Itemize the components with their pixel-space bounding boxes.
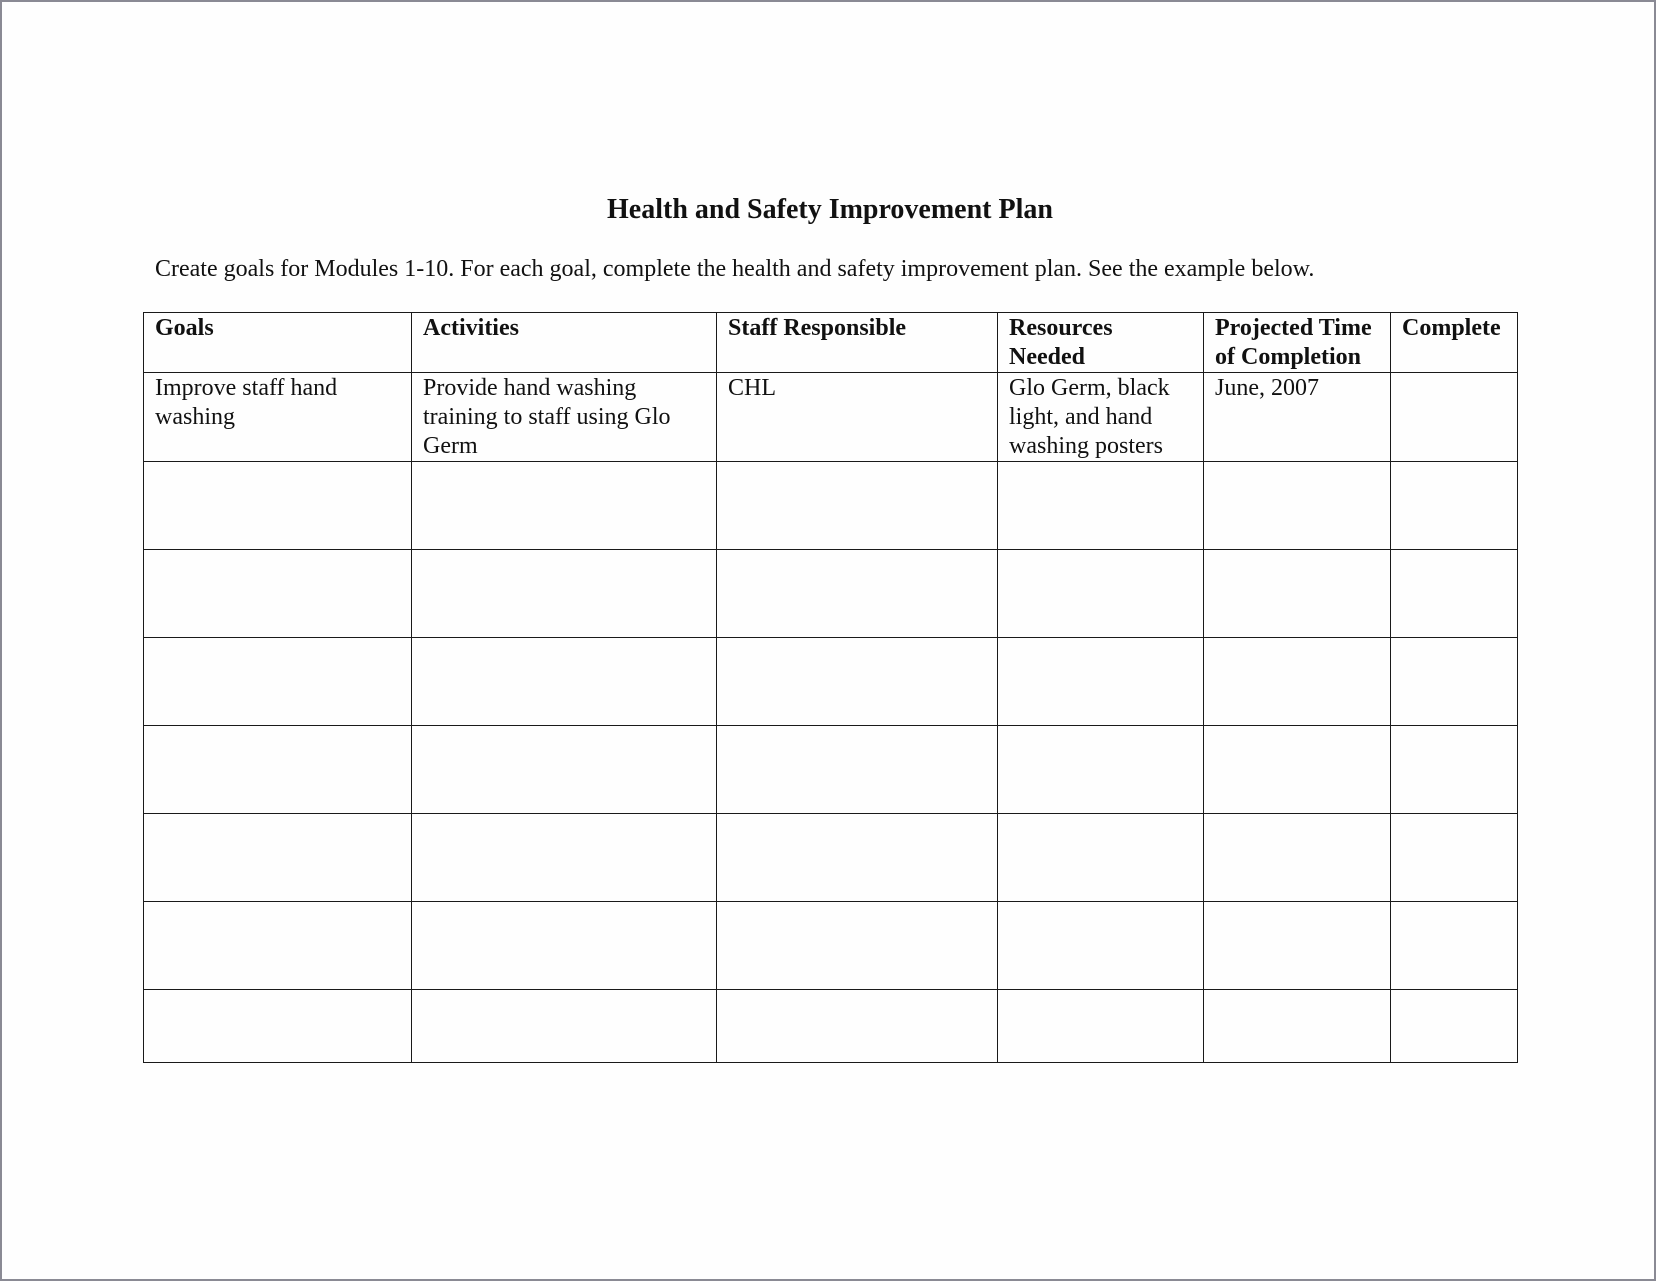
cell-complete	[1391, 902, 1518, 990]
table-row	[144, 902, 1518, 990]
cell-projected-time	[1204, 902, 1391, 990]
cell-activities	[412, 638, 717, 726]
cell-goal	[144, 726, 412, 814]
instructions-text: Create goals for Modules 1-10. For each goal, complete the health and safety improvement plan. See the example below.	[155, 256, 1315, 282]
column-header-complete: Complete	[1391, 313, 1518, 373]
column-header-activities: Activities	[412, 313, 717, 373]
cell-complete	[1391, 462, 1518, 550]
cell-activities	[412, 814, 717, 902]
cell-staff-responsible	[717, 902, 998, 990]
cell-projected-time	[1204, 814, 1391, 902]
cell-activities	[412, 550, 717, 638]
column-header-projected-time: Projected Time of Completion	[1204, 313, 1391, 373]
cell-complete	[1391, 550, 1518, 638]
cell-goal	[144, 638, 412, 726]
cell-goal	[144, 550, 412, 638]
improvement-plan-table	[143, 312, 1518, 1063]
cell-goal	[144, 990, 412, 1063]
cell-complete	[1391, 726, 1518, 814]
cell-staff-responsible	[717, 814, 998, 902]
table-row	[144, 990, 1518, 1063]
cell-resources-needed: Glo Germ, black light, and hand washing posters	[998, 373, 1204, 462]
table-row	[144, 814, 1518, 902]
table-row	[144, 550, 1518, 638]
table-row	[144, 462, 1518, 550]
cell-staff-responsible	[717, 726, 998, 814]
table-row	[144, 373, 1518, 462]
cell-resources-needed	[998, 726, 1204, 814]
cell-resources-needed	[998, 462, 1204, 550]
cell-activities: Provide hand washing training to staff using Glo Germ	[412, 373, 717, 462]
column-header-goals: Goals	[144, 313, 412, 373]
cell-staff-responsible	[717, 462, 998, 550]
cell-activities	[412, 726, 717, 814]
cell-projected-time	[1204, 550, 1391, 638]
cell-projected-time	[1204, 638, 1391, 726]
cell-projected-time	[1204, 462, 1391, 550]
cell-complete	[1391, 373, 1518, 462]
cell-goal	[144, 814, 412, 902]
cell-complete	[1391, 638, 1518, 726]
cell-resources-needed	[998, 990, 1204, 1063]
cell-staff-responsible	[717, 550, 998, 638]
cell-staff-responsible	[717, 990, 998, 1063]
cell-resources-needed	[998, 638, 1204, 726]
table-row	[144, 726, 1518, 814]
cell-projected-time	[1204, 990, 1391, 1063]
cell-goal: Improve staff hand washing	[144, 373, 412, 462]
table-header-row	[144, 313, 1518, 373]
cell-complete	[1391, 990, 1518, 1063]
cell-staff-responsible: CHL	[717, 373, 998, 462]
cell-goal	[144, 902, 412, 990]
cell-complete	[1391, 814, 1518, 902]
cell-projected-time: June, 2007	[1204, 373, 1391, 462]
cell-staff-responsible	[717, 638, 998, 726]
column-header-resources-needed: Resources Needed	[998, 313, 1204, 373]
cell-resources-needed	[998, 814, 1204, 902]
table-row	[144, 638, 1518, 726]
cell-goal	[144, 462, 412, 550]
page-title: Health and Safety Improvement Plan	[607, 194, 1053, 225]
cell-resources-needed	[998, 550, 1204, 638]
cell-resources-needed	[998, 902, 1204, 990]
column-header-staff-responsible: Staff Responsible	[717, 313, 998, 373]
cell-activities	[412, 902, 717, 990]
cell-activities	[412, 462, 717, 550]
cell-activities	[412, 990, 717, 1063]
cell-projected-time	[1204, 726, 1391, 814]
